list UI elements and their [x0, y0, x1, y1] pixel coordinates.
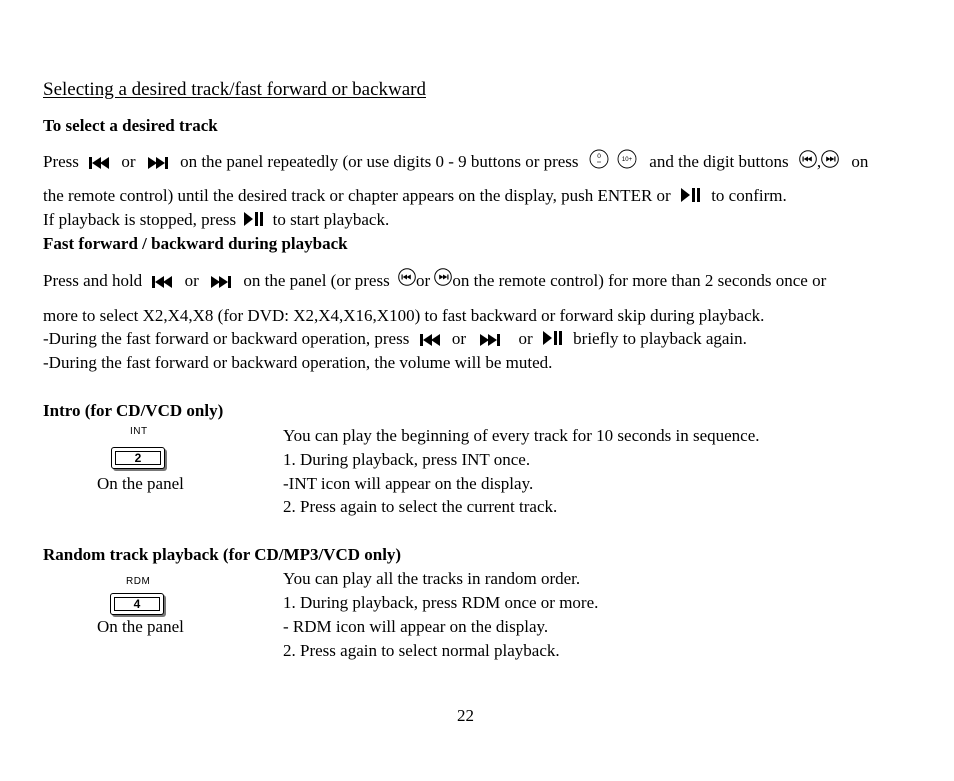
skip-back-icon	[89, 156, 111, 170]
remote-prev-button-icon	[799, 150, 817, 168]
rdm-key-label: RDM	[126, 576, 151, 587]
select-track-line-3: If playback is stopped, press to start playback.	[43, 210, 390, 229]
remote-digit-0-button-icon	[589, 149, 609, 169]
random-line-1: You can play all the tracks in random order.	[283, 569, 581, 588]
random-line-4: 2. Press again to select normal playback.	[283, 641, 560, 660]
random-line-3: - RDM icon will appear on the display.	[283, 617, 549, 636]
intro-line-3: -INT icon will appear on the display.	[283, 474, 534, 493]
play-pause-icon	[543, 331, 563, 345]
skip-forward-icon	[211, 275, 233, 289]
skip-forward-icon	[148, 156, 170, 170]
remote-next-button-icon	[434, 268, 452, 286]
intro-caption: On the panel	[97, 474, 184, 493]
skip-back-icon	[420, 333, 442, 347]
random-line-2: 1. During playback, press RDM once or more.	[283, 593, 599, 612]
select-track-line-1: Press or on the panel repeatedly (or use digits 0 - 9 buttons or press 0 10+ and the digit buttons , on	[43, 153, 868, 173]
fast-line-3: -During the fast forward or backward operation, press or or briefly to playback again.	[43, 329, 747, 348]
fast-line-1: Press and hold or on the panel (or press or on the remote control) for more than 2 seconds once or	[43, 272, 826, 291]
page-number: 22	[457, 706, 474, 725]
remote-next-button-icon	[821, 150, 839, 168]
int-key-label: INT	[130, 426, 148, 437]
rdm-panel-button: 4	[110, 593, 164, 615]
fast-line-2: more to select X2,X4,X8 (for DVD: X2,X4,X16,X100) to fast backward or forward skip during playback.	[43, 306, 765, 325]
random-heading: Random track playback (for CD/MP3/VCD only)	[43, 545, 402, 564]
remote-10plus-button-icon	[617, 149, 637, 169]
play-pause-icon	[681, 188, 701, 202]
remote-prev-button-icon	[398, 268, 416, 286]
svg-text:0: 0	[596, 153, 601, 161]
intro-heading: Intro (for CD/VCD only)	[43, 401, 224, 420]
fast-heading: Fast forward / backward during playback	[43, 234, 348, 253]
intro-line-1: You can play the beginning of every track for 10 seconds in sequence.	[283, 426, 760, 445]
intro-line-2: 1. During playback, press INT once.	[283, 450, 531, 469]
play-pause-icon	[244, 212, 264, 226]
svg-text:10+: 10+	[621, 157, 633, 164]
section-title: Selecting a desired track/fast forward or backward	[43, 79, 426, 100]
int-panel-button: 2	[111, 447, 165, 469]
skip-forward-icon	[480, 333, 502, 347]
select-track-line-2: the remote control) until the desired track or chapter appears on the display, push ENTER or to confirm.	[43, 186, 787, 205]
random-caption: On the panel	[97, 617, 184, 636]
skip-back-icon	[152, 275, 174, 289]
intro-line-4: 2. Press again to select the current track.	[283, 497, 558, 516]
select-track-heading: To select a desired track	[43, 116, 218, 135]
fast-line-4: -During the fast forward or backward operation, the volume will be muted.	[43, 353, 553, 372]
